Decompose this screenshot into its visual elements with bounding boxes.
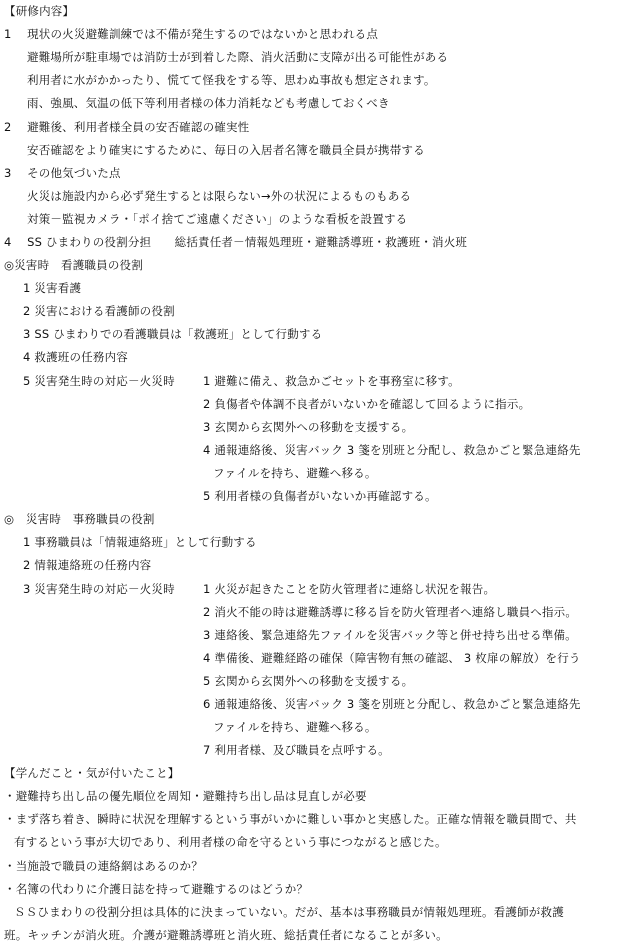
learned-bullet-2-cont: 有するという事が大切であり、利用者様の命を守るという事につながると感じた。: [14, 835, 447, 849]
nurse-item-3: 3 SS ひまわりでの看護職員は「救護班」として行動する: [23, 327, 323, 341]
office-step-3: 3 連絡後、緊急連絡先ファイルを災害バック等と併せ持ち出せる準備。: [203, 628, 577, 642]
nurse-item-5-label: 5 災害発生時の対応－火災時: [23, 374, 175, 388]
office-item-2: 2 情報連絡班の任務内容: [23, 558, 152, 572]
learned-bullet-2: ・まず落ち着き、瞬時に状況を理解するという事がいかに難しい事かと実感した。正確な情報を職員間で、共: [4, 812, 577, 826]
office-step-1: 1 火災が起きたことを防火管理者に連絡し状況を報告。: [203, 582, 496, 596]
learned-bullet-4-cont: ＳＳひまわりの役割分担は具体的に決まっていない。だが、基本は事務職員が情報処理班。看護師が救護: [14, 905, 564, 919]
learned-bullet-4: ・名簿の代わりに介護日誌を持って避難するのはどうか？: [4, 882, 309, 896]
office-step-2: 2 消火不能の時は避難誘導に移る旨を防火管理者へ連絡し職員へ指示。: [203, 605, 578, 619]
nurse-step-4-cont: ファイルを持ち、避難へ移る。: [213, 466, 377, 480]
point-3-detail-b: 対策－監視カメラ・「ポイ捨てご遠慮ください」のような看板を設置する: [27, 212, 408, 226]
nurse-step-1: 1 避難に備え、救急かごセットを事務室に移す。: [203, 374, 460, 388]
point-1-detail-b: 利用者に水がかかったり、慌てて怪我をする等、思わぬ事故も想定されます。: [27, 73, 436, 87]
point-1-detail-c: 雨、強風、気温の低下等利用者様の体力消耗なども考慮しておくべき: [27, 96, 390, 110]
office-item-1: 1 事務職員は「情報連絡班」として行動する: [23, 535, 257, 549]
learned-heading: 【学んだこと・気が付いたこと】: [4, 766, 180, 780]
nurse-step-4: 4 通報連絡後、災害バック 3 箋を別班と分配し、救急かごと緊急連絡先: [203, 443, 581, 457]
point-1-detail-a: 避難場所が駐車場では消防士が到着した際、消火活動に支障が出る可能性がある: [27, 50, 449, 64]
point-4-title: 4 SS ひまわりの役割分担 総括責任者－情報処理班・避難誘導班・救護班・消火班: [4, 235, 468, 249]
nurse-roles-heading: ◎災害時 看護職員の役割: [4, 258, 143, 272]
point-2-detail-a: 安否確認をより確実にするために、毎日の入居者名簿を職員全員が携帯する: [27, 143, 425, 157]
learned-bullet-1: ・避難持ち出し品の優先順位を周知・避難持ち出し品は見直しが必要: [4, 789, 367, 803]
point-3-detail-a: 火災は施設内から必ず発生するとは限らない→外の状況によるものもある: [27, 189, 412, 203]
office-step-6: 6 通報連絡後、災害バック 3 箋を別班と分配し、救急かごと緊急連絡先: [203, 697, 581, 711]
point-1-title: 1 現状の火災避難訓練では不備が発生するのではないかと思われる点: [4, 27, 379, 41]
office-step-6-cont: ファイルを持ち、避難へ移る。: [213, 720, 377, 734]
learned-bullet-3: ・当施設で職員の連絡網はあるのか？: [4, 859, 203, 873]
office-roles-heading: ◎ 災害時 事務職員の役割: [4, 512, 155, 526]
nurse-item-4: 4 救護班の任務内容: [23, 350, 128, 364]
office-step-4: 4 準備後、避難経路の確保（障害物有無の確認、 3 枚扉の解放）を行う: [203, 651, 581, 665]
nurse-item-2: 2 災害における看護師の役割: [23, 304, 175, 318]
learned-bullet-4-cont-2: 班。キッチンが消火班。介護が避難誘導班と消火班、総括責任者になることが多い。: [4, 928, 448, 942]
office-step-5: 5 玄関から玄関外への移動を支援する。: [203, 674, 414, 688]
point-2-title: 2 避難後、利用者様全員の安否確認の確実性: [4, 120, 250, 134]
nurse-step-2: 2 負傷者や体調不良者がいないかを確認して回るように指示。: [203, 397, 531, 411]
training-content-heading: 【研修内容】: [4, 4, 75, 18]
office-step-7: 7 利用者様、及び職員を点呼する。: [203, 743, 390, 757]
nurse-item-1: 1 災害看護: [23, 281, 82, 295]
point-3-title: 3 その他気づいた点: [4, 166, 121, 180]
nurse-step-5: 5 利用者様の負傷者がいないか再確認する。: [203, 489, 437, 503]
office-item-3-label: 3 災害発生時の対応－火災時: [23, 582, 175, 596]
nurse-step-3: 3 玄関から玄関外への移動を支援する。: [203, 420, 414, 434]
